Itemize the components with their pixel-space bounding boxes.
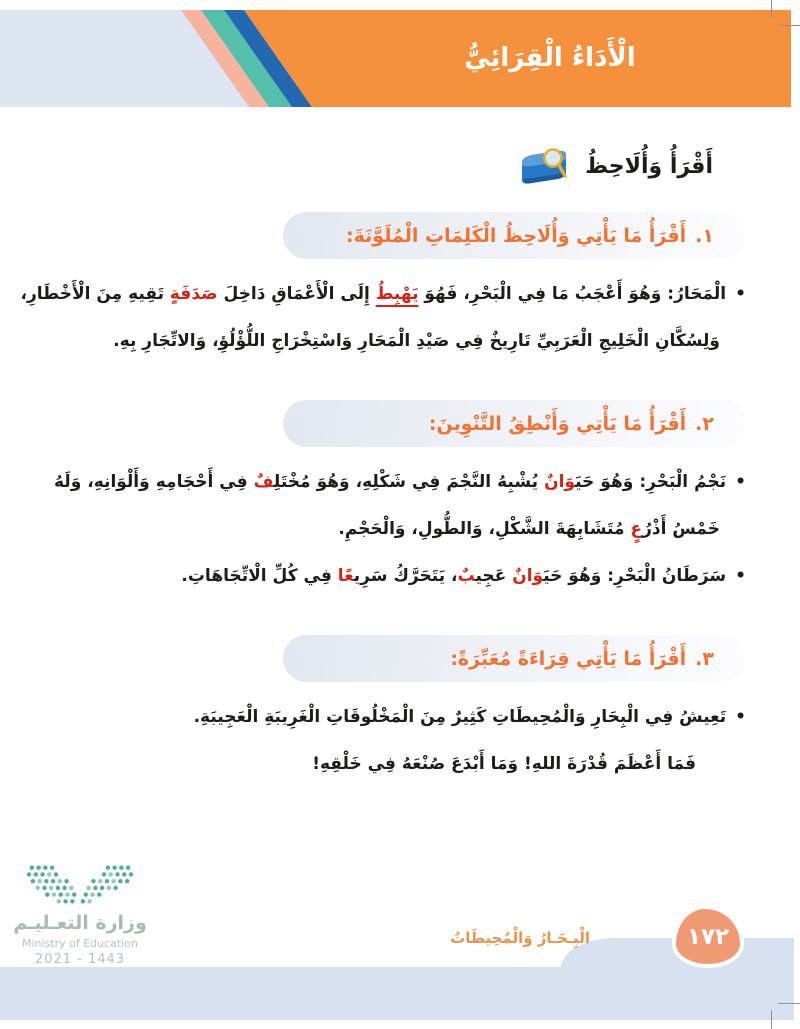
lesson-heading-label: أَقْرَأُ وَأُلَاحِظُ	[585, 153, 713, 179]
text-segment: مُتَشَابِهَةَ الشَّكْلِ، وَالطُّولِ، وَالْحَجْمِ.	[338, 519, 631, 539]
page-number-badge	[672, 905, 744, 968]
page-number: ١٧٢	[686, 923, 730, 950]
highlighted-word: صَدَفَةٍ	[169, 284, 218, 304]
text-segment: الْمَحَارُ: وَهُوَ أَعْجَبُ مَا فِي الْبَحْرِ، فَهُوَ	[418, 284, 727, 304]
paragraph	[54, 553, 746, 600]
highlighted-word: عٍ	[630, 519, 643, 539]
ministry-logo-dots	[18, 860, 142, 910]
text-segment: فَمَا أَعْظَمَ قُدْرَةَ اللهِ! وَمَا أَبْدَعَ صُنْعَهُ فِي خَلْقِهِ!	[312, 754, 696, 774]
page-title: الْأَدَاءُ الْقِرَائِيُّ	[464, 43, 636, 73]
section-banner	[283, 400, 746, 447]
section-title: أَقْرَأُ مَا يَأْتِي وَأَنْطِقُ التَّنْوِينَ:	[428, 412, 687, 435]
lesson-heading	[54, 144, 746, 188]
paragraph	[54, 741, 746, 788]
book-magnifier-icon	[517, 145, 571, 187]
ministry-of-education-logo	[0, 860, 200, 967]
text-segment: سَرَطَانُ الْبَحْرِ: وَهُوَ حَيَ	[543, 566, 727, 586]
highlighted-word: يَهْبِطُ	[375, 284, 419, 304]
text-line	[54, 694, 746, 741]
text-line	[54, 553, 746, 600]
section-number: ٢.	[695, 412, 714, 435]
chapter-title: الْبِـحَـارُ وَالْمُحِيطَاتُ	[450, 929, 590, 947]
highlighted-word: وَانٌ	[512, 566, 544, 586]
section-banner	[283, 212, 746, 259]
crop-mark	[779, 25, 800, 26]
paragraph	[54, 459, 746, 553]
text-segment: إِلَى الْأَعْمَاقِ دَاخِلَ	[217, 284, 376, 304]
paragraph	[20, 271, 746, 365]
section-banner	[283, 635, 746, 682]
text-segment: تَقِيهِ مِنَ الْأَخْطَارِ،	[20, 284, 170, 304]
bullet-dot: •	[735, 284, 746, 304]
ministry-year: 2021 - 1443	[34, 952, 126, 967]
text-line	[54, 506, 746, 553]
ministry-name-arabic: وزارة التعـليـم	[13, 912, 147, 934]
text-segment: نَجْمُ الْبَحْرِ: وَهُوَ حَيَ	[575, 472, 727, 492]
bullet-dot: •	[735, 472, 746, 492]
text-segment: خَمْسُ أَذْرُ	[642, 519, 720, 539]
text-segment: يُشْبِهُ النَّجْمَ فِي شَكْلِهِ، وَهُوَ مُخْتَلِ	[273, 472, 545, 492]
text-segment: وَلِسُكَّانِ الْخَلِيجِ الْعَرَبِيِّ تَارِيخٌ فِي صَيْدِ الْمَحَارِ وَاسْتِخْرَاجِ اللُّؤْلُؤِ، وَالاتِّجَارِ بِهِ.	[113, 331, 720, 351]
highlighted-word: فٌ	[253, 472, 274, 492]
section-title: أَقْرَأُ مَا يَأْتِي وَأُلَاحِظُ الْكَلِمَاتِ الْمُلَوَّنَةَ:	[346, 224, 687, 247]
header-band	[0, 10, 791, 107]
highlighted-word: وَانٌ	[544, 472, 576, 492]
highlighted-word: عًا	[337, 566, 354, 586]
content-column	[20, 130, 746, 788]
crop-mark	[778, 1003, 800, 1004]
text-segment: فِي كُلِّ الْاتِّجَاهَاتِ.	[181, 566, 338, 586]
bullet-dot: •	[735, 566, 746, 586]
sections	[20, 212, 746, 788]
bullet-dot: •	[735, 707, 746, 727]
section-number: ٣.	[695, 647, 714, 670]
highlighted-word: بٌ	[457, 566, 476, 586]
text-line	[54, 318, 746, 365]
section-number: ١.	[695, 224, 714, 247]
text-segment: ، يَتَحَرَّكُ سَرِي	[353, 566, 458, 586]
crop-mark	[771, 1010, 772, 1029]
text-segment: تَعِيشُ فِي الْبِحَارِ وَالْمُحِيطَاتِ كَثِيرٌ مِنَ الْمَخْلُوقَاتِ الْغَرِيبَةِ الْعَجِيبَةِ.	[193, 707, 727, 727]
text-line	[20, 271, 746, 318]
ministry-name-english: Ministry of Education	[21, 937, 138, 950]
text-line	[54, 459, 746, 506]
paragraph	[54, 694, 746, 741]
text-segment: عَجِي	[475, 566, 513, 586]
crop-mark	[771, 0, 772, 17]
text-line	[54, 741, 746, 788]
section-title: أَقْرَأُ مَا يَأْتِي قِرَاءَةً مُعَبِّرَةً:	[450, 647, 687, 670]
text-segment: فِي أَحْجَامِهِ وَأَلْوَانِهِ، وَلَهُ	[54, 472, 254, 492]
